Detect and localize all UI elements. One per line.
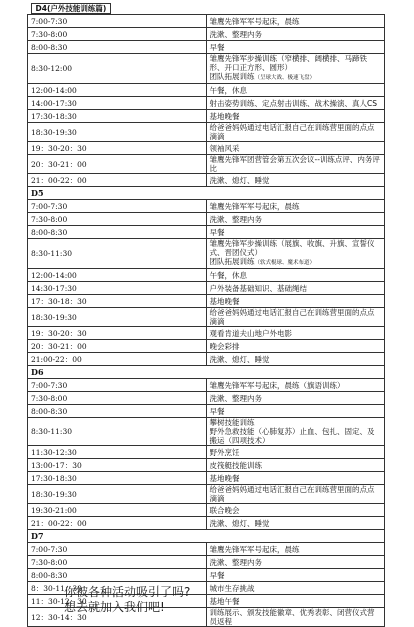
table-row — [28, 379, 385, 392]
activity-cell — [206, 556, 385, 569]
activity-text: 洗漱、熄灯、睡觉 — [209, 354, 270, 364]
activity-cell — [206, 353, 385, 366]
activity-text: 观看肯道夫山地户外电影 — [209, 328, 292, 338]
activity-text: 给爸爸妈妈通过电话汇报自己在训练营里面的点点滴滴 — [209, 485, 375, 503]
activity-text: 洗漱、熄灯、睡觉 — [209, 518, 270, 528]
time-cell: 8:00-8:30 — [28, 569, 207, 582]
day-label: D7 — [28, 530, 385, 543]
activity-cell — [206, 41, 385, 54]
time-cell: 21：00-22：00 — [28, 174, 207, 187]
schedule-title: D4(户外技能训练篇) — [31, 3, 112, 14]
activity-cell — [206, 155, 385, 174]
time-cell: 7:00-7:30 — [28, 15, 207, 28]
activity-cell — [206, 213, 385, 226]
table-row — [28, 327, 385, 340]
activity-cell — [206, 485, 385, 504]
activity-text: 雏鹰先锋军军号起床，晨练 — [209, 201, 300, 211]
table-row — [28, 353, 385, 366]
activity-text: 早餐 — [209, 227, 225, 237]
time-cell: 20：30-21：00 — [28, 155, 207, 174]
activity-text: 基地晚餐 — [209, 111, 240, 121]
table-row — [28, 485, 385, 504]
activity-text: 给爸爸妈妈通过电话汇报自己在训练营里面的点点滴滴 — [209, 123, 375, 141]
table-row — [28, 110, 385, 123]
table-row — [28, 54, 385, 84]
table-row — [28, 556, 385, 569]
activity-sub-label: 野外急救技能（心肺复苏）止血、包扎、固定、及搬运（四项技术） — [209, 427, 375, 445]
time-cell: 7:30-8:00 — [28, 28, 207, 41]
day-label: D6 — [28, 366, 385, 379]
title-cell — [28, 2, 385, 15]
activity-text: 基地晚餐 — [209, 473, 240, 483]
activity-cell — [206, 582, 385, 595]
time-cell: 18:30-19:30 — [28, 308, 207, 327]
activity-text: 早餐 — [209, 42, 225, 52]
table-row — [28, 504, 385, 517]
time-cell: 18:30-19:30 — [28, 485, 207, 504]
activity-text: 射击姿势训练、定点射击训练、战术操演、真人CS — [209, 98, 377, 108]
activity-cell — [206, 446, 385, 459]
time-cell: 11:30-12:30 — [28, 446, 207, 459]
footer-line-2: 想去就加入我们吧! — [64, 600, 165, 614]
time-cell: 19：30-20：30 — [28, 142, 207, 155]
time-cell: 7:30-8:00 — [28, 392, 207, 405]
table-row — [28, 123, 385, 142]
table-row — [28, 213, 385, 226]
table-row — [28, 200, 385, 213]
activity-cell — [206, 340, 385, 353]
title-row — [28, 2, 385, 15]
table-row — [28, 155, 385, 174]
activity-cell — [206, 472, 385, 485]
activity-text: 洗漱、整理内务 — [209, 214, 262, 224]
activity-cell — [206, 569, 385, 582]
time-cell: 7:00-7:30 — [28, 200, 207, 213]
activity-text: 皮筏艇技能训练 — [209, 460, 262, 470]
time-cell: 12：30-14：30 — [28, 608, 207, 627]
table-row — [28, 84, 385, 97]
table-row — [28, 97, 385, 110]
table-row — [28, 282, 385, 295]
day-header-row — [28, 530, 385, 543]
table-row — [28, 459, 385, 472]
table-row — [28, 308, 385, 327]
activity-cell — [206, 308, 385, 327]
activity-cell — [206, 595, 385, 608]
time-cell: 12:00-14:00 — [28, 84, 207, 97]
time-cell: 14:00-17:30 — [28, 97, 207, 110]
time-cell: 8:30-12:00 — [28, 54, 207, 84]
activity-sub-label: 团队拓展训练 — [209, 257, 255, 266]
activity-text: 雏鹰先锋军步操训练（展旗、收旗、升旗、宣誓仪式、晋团仪式） — [209, 239, 375, 257]
time-cell: 18:30-19:30 — [28, 123, 207, 142]
time-cell: 8:00-8:30 — [28, 41, 207, 54]
schedule-table — [27, 2, 385, 627]
activity-cell — [206, 517, 385, 530]
table-row — [28, 392, 385, 405]
time-cell: 11：30-12：30 — [28, 595, 207, 608]
table-row — [28, 15, 385, 28]
activity-cell — [206, 97, 385, 110]
activity-text: 基地晚餐 — [209, 296, 240, 306]
table-row — [28, 517, 385, 530]
activity-cell — [206, 15, 385, 28]
activity-text: 午餐，休息 — [209, 270, 247, 280]
time-cell: 7:30-8:00 — [28, 556, 207, 569]
activity-text: 雏鹰先锋军步操训练（窄横排、阔横排、马蹄铁形、开口正方形、圆形） — [209, 54, 367, 72]
activity-cell — [206, 28, 385, 41]
activity-cell — [206, 142, 385, 155]
activity-cell — [206, 226, 385, 239]
activity-subtext — [210, 257, 382, 268]
activity-text: 基地午餐 — [209, 596, 240, 606]
table-row — [28, 340, 385, 353]
activity-cell — [206, 282, 385, 295]
time-cell: 20：30-21：00 — [28, 340, 207, 353]
table-row — [28, 295, 385, 308]
activity-text: 洗漱、整理内务 — [209, 393, 262, 403]
table-row — [28, 41, 385, 54]
activity-text: 雏鹰先锋军军号起床，晨练（旗语训练） — [209, 380, 345, 390]
time-cell: 12:00-14:00 — [28, 269, 207, 282]
table-row — [28, 239, 385, 269]
activity-text: 训练展示、颁发技能徽章、优秀表彰、闭营仪式营员返程 — [209, 608, 375, 626]
activity-cell — [206, 110, 385, 123]
time-cell: 19:30-21:00 — [28, 504, 207, 517]
table-row — [28, 543, 385, 556]
time-cell: 8:00-8:30 — [28, 226, 207, 239]
activity-subtext — [210, 72, 382, 83]
table-row — [28, 405, 385, 418]
activity-cell — [206, 504, 385, 517]
table-row — [28, 418, 385, 446]
time-cell: 17:30-18:30 — [28, 110, 207, 123]
time-cell: 17:30-18:30 — [28, 472, 207, 485]
activity-cell — [206, 200, 385, 213]
activity-text: 雏鹰先锋军团营管会第五次会议--训练点评、内务评比 — [209, 155, 380, 173]
table-row — [28, 142, 385, 155]
time-cell: 7:30-8:00 — [28, 213, 207, 226]
activity-cell — [206, 295, 385, 308]
time-cell: 8:00-8:30 — [28, 405, 207, 418]
activity-text: 洗漱、整理内务 — [209, 29, 262, 39]
activity-note: （呈球大战、极速飞盘） — [254, 75, 316, 81]
activity-text: 攀树技能训练 — [209, 418, 255, 427]
activity-text: 雏鹰先锋军军号起床，晨练 — [209, 544, 300, 554]
footer-text — [64, 585, 190, 615]
activity-text: 野外烹饪 — [209, 447, 240, 457]
activity-cell — [206, 123, 385, 142]
activity-text: 洗漱、整理内务 — [209, 557, 262, 567]
time-cell: 13:00-17：30 — [28, 459, 207, 472]
activity-cell — [206, 418, 385, 446]
footer-line-1: 你被各种活动吸引了吗? — [64, 585, 191, 599]
activity-cell — [206, 269, 385, 282]
time-cell: 21：00-22：00 — [28, 517, 207, 530]
activity-text: 午餐，休息 — [209, 85, 247, 95]
activity-cell — [206, 327, 385, 340]
table-row — [28, 269, 385, 282]
time-cell: 8：30-11：30 — [28, 582, 207, 595]
activity-text: 雏鹰先锋军军号起床，晨练 — [209, 16, 300, 26]
activity-text: 给爸爸妈妈通过电话汇报自己在训练营里面的点点滴滴 — [209, 308, 375, 326]
activity-text: 领袖风采 — [209, 143, 240, 153]
table-row — [28, 472, 385, 485]
day-header-row — [28, 187, 385, 200]
activity-cell — [206, 239, 385, 269]
table-row — [28, 226, 385, 239]
activity-text: 早餐 — [209, 570, 225, 580]
activity-cell — [206, 54, 385, 84]
activity-note: （软式棍球、魔术布道） — [254, 260, 316, 266]
activity-text: 晚会彩排 — [209, 341, 240, 351]
activity-cell — [206, 84, 385, 97]
table-row — [28, 174, 385, 187]
activity-text: 联合晚会 — [209, 505, 240, 515]
time-cell: 7:00-7:30 — [28, 379, 207, 392]
time-cell: 14:30-17:30 — [28, 282, 207, 295]
day-label: D5 — [28, 187, 385, 200]
time-cell: 17：30-18：30 — [28, 295, 207, 308]
time-cell: 7:00-7:30 — [28, 543, 207, 556]
time-cell: 21:00-22：00 — [28, 353, 207, 366]
activity-subtext — [210, 427, 382, 445]
activity-text: 早餐 — [209, 406, 225, 416]
activity-cell — [206, 392, 385, 405]
table-row — [28, 569, 385, 582]
activity-cell — [206, 174, 385, 187]
activity-text: 城市生存挑战 — [209, 583, 255, 593]
day-header-row — [28, 366, 385, 379]
activity-text: 户外装备基础知识、基础绳结 — [209, 283, 307, 293]
activity-sub-label: 团队拓展训练 — [209, 72, 255, 81]
activity-text: 洗漱、熄灯、睡觉 — [209, 175, 270, 185]
table-row — [28, 28, 385, 41]
activity-cell — [206, 405, 385, 418]
time-cell: 8:30-11:30 — [28, 239, 207, 269]
activity-cell — [206, 459, 385, 472]
time-cell: 8:30-11:30 — [28, 418, 207, 446]
activity-cell — [206, 379, 385, 392]
activity-cell — [206, 543, 385, 556]
time-cell: 19：30-20：30 — [28, 327, 207, 340]
table-row — [28, 446, 385, 459]
